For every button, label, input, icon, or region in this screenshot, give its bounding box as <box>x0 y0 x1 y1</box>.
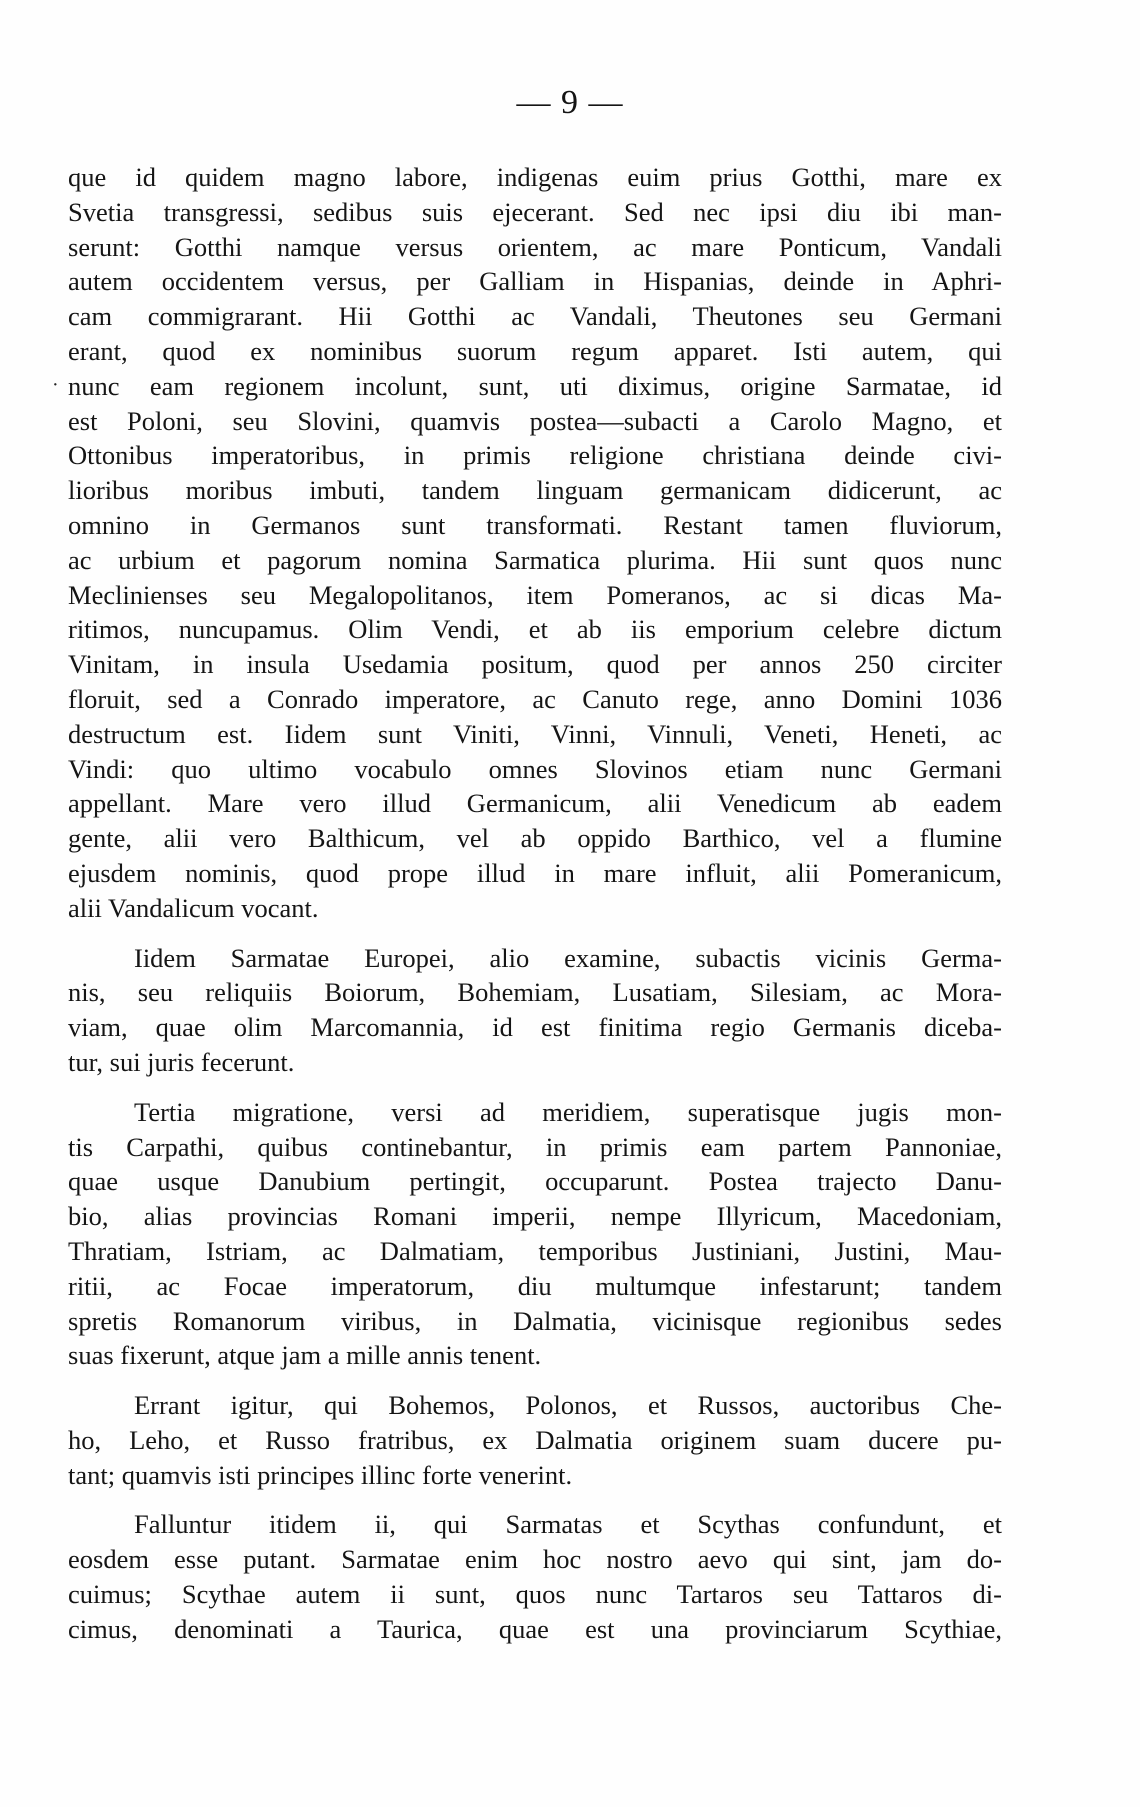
text-line: erant, quod ex nominibus suorum regum apparet. Isti autem, qui <box>68 335 1002 366</box>
text-line: Tertia migratione, versi ad meridiem, superatisque jugis mon- <box>134 1096 1002 1127</box>
text-line: destructum est. Iidem sunt Viniti, Vinni, Vinnuli, Veneti, Heneti, ac <box>68 718 1002 749</box>
text-line: Errant igitur, qui Bohemos, Polonos, et Russos, auctoribus Che- <box>134 1390 1002 1421</box>
text-line: cam commigrarant. Hii Gotthi ac Vandali, Theutones seu Germani <box>68 301 1002 332</box>
text-line: Falluntur itidem ii, qui Sarmatas et Scythas confundunt, et <box>134 1509 1002 1540</box>
text-line: eosdem esse putant. Sarmatae enim hoc nostro aevo qui sint, jam do- <box>68 1544 1002 1575</box>
paragraph <box>68 1507 1002 1646</box>
paragraph <box>68 1095 1002 1373</box>
text-line: Vindi: quo ultimo vocabulo omnes Slovinos etiam nunc Germani <box>68 753 1002 784</box>
text-line: gente, alii vero Balthicum, vel ab oppido Barthico, vel a flumine <box>68 823 1002 854</box>
page-number: — 9 — <box>516 84 624 121</box>
text-line: Meclinienses seu Megalopolitanos, item Pomeranos, ac si dicas Ma- <box>68 579 1002 610</box>
text-line: ritimos, nuncupamus. Olim Vendi, et ab iis emporium celebre dictum <box>68 614 1002 645</box>
text-line: Ottonibus imperatoribus, in primis religione christiana deinde civi- <box>68 440 1002 471</box>
text-line: quae usque Danubium pertingit, occuparunt. Postea trajecto Danu- <box>68 1166 1002 1197</box>
text-line: Vinitam, in insula Usedamia positum, quod per annos 250 circiter <box>68 649 1002 680</box>
text-line: omnino in Germanos sunt transformati. Restant tamen fluviorum, <box>68 509 1002 540</box>
text-line: tis Carpathi, quibus continebantur, in primis eam partem Pannoniae, <box>68 1131 1002 1162</box>
text-line: tur, sui juris fecerunt. <box>68 1046 295 1077</box>
text-line: appellant. Mare vero illud Germanicum, alii Venedicum ab eadem <box>68 788 1002 819</box>
text-line: cimus, denominati a Taurica, quae est una provinciarum Scythiae, <box>68 1613 1002 1644</box>
margin-dot: · <box>52 374 59 396</box>
text-line: serunt: Gotthi namque versus orientem, ac mare Ponticum, Vandali <box>68 231 1002 262</box>
text-line: floruit, sed a Conrado imperatore, ac Canuto rege, anno Domini 1036 <box>68 683 1002 714</box>
text-line: ac urbium et pagorum nomina Sarmatica plurima. Hii sunt quos nunc <box>68 544 1002 575</box>
text-body <box>68 160 1002 1662</box>
text-line: spretis Romanorum viribus, in Dalmatia, vicinisque regionibus sedes <box>68 1305 1002 1336</box>
text-line: viam, quae olim Marcomannia, id est finitima regio Germanis diceba- <box>68 1012 1002 1043</box>
paragraph <box>68 941 1002 1080</box>
text-line: lioribus moribus imbuti, tandem linguam germanicam didicerunt, ac <box>68 475 1002 506</box>
text-line: que id quidem magno labore, indigenas euim prius Gotthi, mare ex <box>68 162 1002 192</box>
text-line: ritii, ac Focae imperatorum, diu multumque infestarunt; tandem <box>68 1270 1002 1301</box>
text-line: cuimus; Scythae autem ii sunt, quos nunc Tartaros seu Tattaros di- <box>68 1579 1002 1610</box>
text-line: suas fixerunt, atque jam a mille annis tenent. <box>68 1340 542 1371</box>
paragraph <box>68 160 1002 926</box>
text-line: alii Vandalicum vocant. <box>68 892 319 923</box>
text-line: Thratiam, Istriam, ac Dalmatiam, temporibus Justiniani, Justini, Mau- <box>68 1235 1002 1266</box>
text-line: bio, alias provincias Romani imperii, nempe Illyricum, Macedoniam, <box>68 1201 1002 1232</box>
text-line: autem occidentem versus, per Galliam in Hispanias, deinde in Aphri- <box>68 266 1002 297</box>
text-line: ho, Leho, et Russo fratribus, ex Dalmatia originem suam ducere pu- <box>68 1424 1002 1455</box>
text-line: est Poloni, seu Slovini, quamvis postea—subacti a Carolo Magno, et <box>68 405 1002 436</box>
text-line: nis, seu reliquiis Boiorum, Bohemiam, Lusatiam, Silesiam, ac Mora- <box>68 977 1002 1008</box>
text-line: nunc eam regionem incolunt, sunt, uti diximus, origine Sarmatae, id <box>68 370 1002 401</box>
text-line: Iidem Sarmatae Europei, alio examine, subactis vicinis Germa- <box>134 942 1002 973</box>
paragraph <box>68 1388 1002 1492</box>
text-line: ejusdem nominis, quod prope illud in mare influit, alii Pomeranicum, <box>68 857 1002 888</box>
text-line: tant; quamvis isti principes illinc forte venerint. <box>68 1459 573 1490</box>
text-line: Svetia transgressi, sedibus suis ejecerant. Sed nec ipsi diu ibi man- <box>68 196 1002 227</box>
